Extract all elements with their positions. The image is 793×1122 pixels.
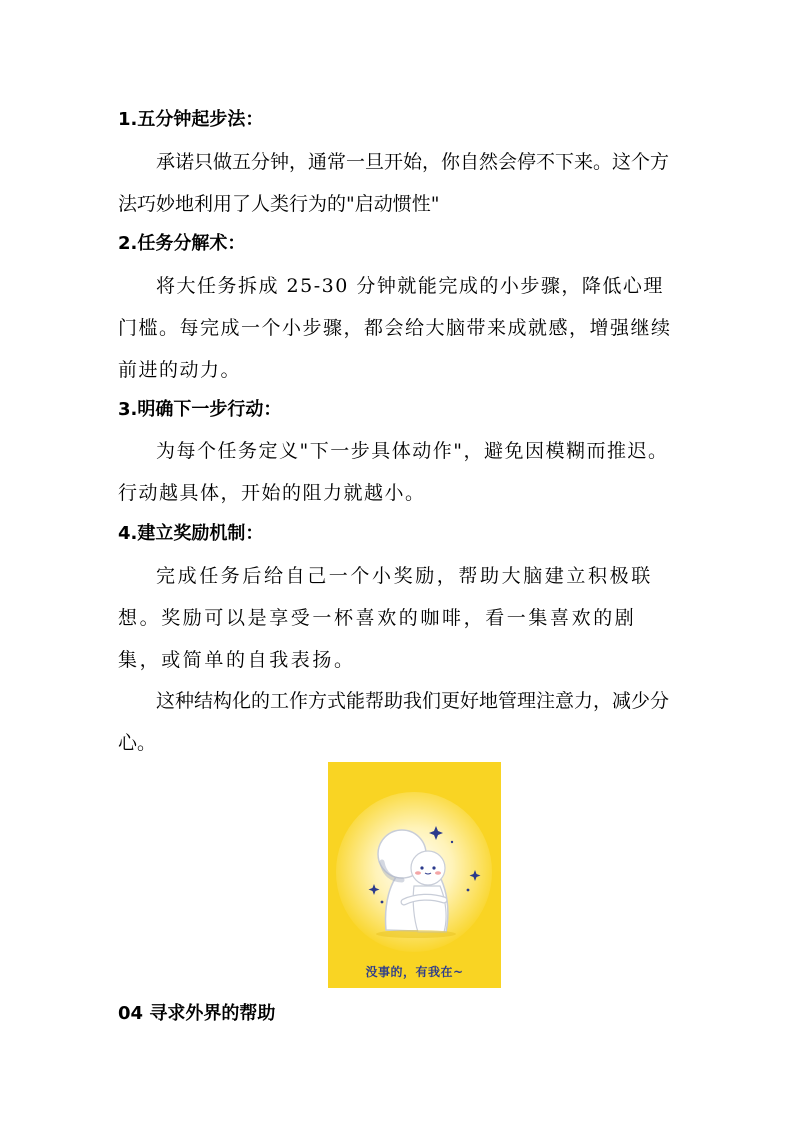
section-2-heading: 2.任务分解术： bbox=[118, 233, 246, 254]
section-1-heading: 1.五分钟起步法： bbox=[118, 109, 264, 130]
section-3-body: 为每个任务定义"下一步具体动作"，避免因模糊而推迟。行动越具体，开始的阻力就越小。 bbox=[118, 440, 669, 504]
section-1-body: 承诺只做五分钟，通常一旦开始，你自然会停不下来。这个方法巧妙地利用了人类行为的"启动惯性" bbox=[118, 151, 670, 215]
hug-illustration-graphic bbox=[328, 762, 501, 988]
next-section-heading: 04 寻求外界的帮助 bbox=[118, 1003, 276, 1024]
section-4-heading: 4.建立奖励机制： bbox=[118, 523, 264, 544]
section-3-heading: 3.明确下一步行动： bbox=[118, 399, 282, 420]
summary-paragraph: 这种结构化的工作方式能帮助我们更好地管理注意力，减少分心。 bbox=[118, 690, 670, 754]
section-2-body: 将大任务拆成 25-30 分钟就能完成的小步骤，降低心理门槛。每完成一个小步骤，都会给大脑带来成就感，增强继续前进的动力。 bbox=[118, 275, 672, 381]
illustration-caption: 没事的，有我在~ bbox=[365, 965, 464, 979]
hug-illustration bbox=[328, 762, 501, 988]
section-4-body: 完成任务后给自己一个小奖励，帮助大脑建立积极联想。奖励可以是享受一杯喜欢的咖啡，看一集喜欢的剧集，或简单的自我表扬。 bbox=[118, 565, 653, 671]
